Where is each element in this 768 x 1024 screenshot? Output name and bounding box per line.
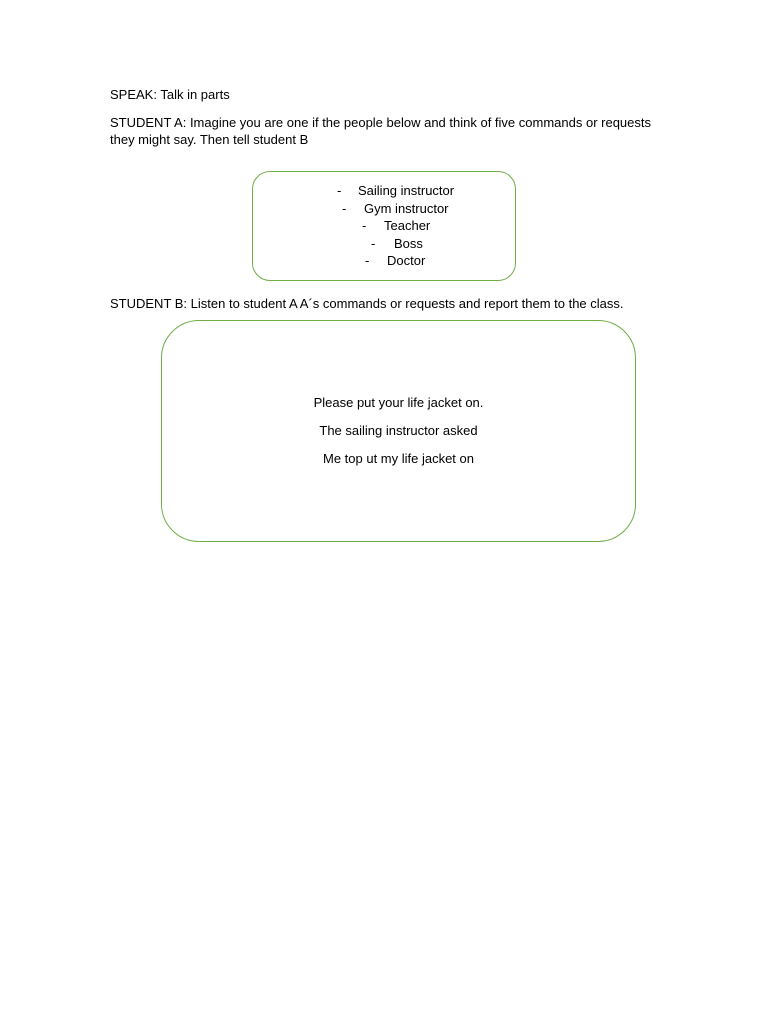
list-item — [253, 252, 515, 270]
report-lines — [162, 394, 635, 478]
list-bullet: - — [337, 183, 342, 198]
list-item-label: Gym instructor — [364, 200, 449, 216]
report-line: Please put your life jacket on. — [313, 395, 484, 410]
speak-heading: SPEAK: Talk in parts — [110, 87, 230, 102]
people-list-box — [252, 171, 516, 281]
list-item — [253, 217, 515, 235]
report-box — [161, 320, 636, 542]
list-bullet: - — [365, 253, 370, 269]
list-bullet: - — [362, 218, 367, 234]
people-list — [253, 182, 515, 270]
list-item — [253, 182, 515, 200]
list-item-label: Doctor — [387, 253, 426, 269]
student-b-instructions: STUDENT B: Listen to student A A´s commands or requests and report them to the class. — [110, 296, 624, 311]
report-line: Me top ut my life jacket on — [322, 451, 474, 466]
student-a-instructions: STUDENT A: Imagine you are one if the people below and think of five commands or requests they might say. Then tell student B — [110, 115, 651, 147]
list-bullet: - — [371, 235, 376, 251]
list-item-label: Teacher — [384, 218, 431, 234]
report-line: The sailing instructor asked — [319, 423, 478, 438]
list-item — [253, 235, 515, 253]
list-item-label: Sailing instructor — [358, 183, 455, 198]
list-bullet: - — [342, 200, 347, 216]
list-item — [253, 200, 515, 218]
list-item-label: Boss — [394, 235, 423, 251]
